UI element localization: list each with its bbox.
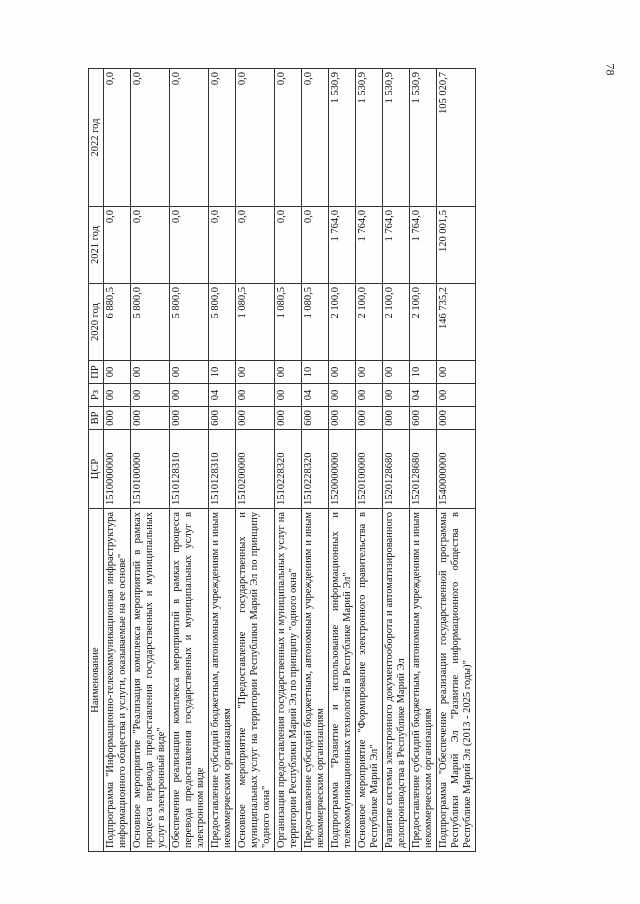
cell-2022: 0,0 (170, 69, 209, 207)
cell-pr: 00 (236, 361, 275, 384)
cell-vr: 600 (209, 407, 236, 430)
cell-csr: 1510000000 (104, 430, 131, 509)
cell-csr: 1520128680 (383, 430, 410, 509)
cell-name: Основное мероприятие "Предоставление государственных и муниципальных услуг на территории Республики Марий Эл по принципу "одного окна" (236, 509, 275, 852)
cell-rz: 00 (275, 384, 302, 407)
header-name: Наименование (89, 509, 104, 852)
cell-rz: 00 (170, 384, 209, 407)
cell-vr: 000 (356, 407, 383, 430)
cell-2022: 0,0 (275, 69, 302, 207)
cell-2021: 0,0 (209, 207, 236, 284)
cell-csr: 1510228320 (275, 430, 302, 509)
table-row (437, 69, 476, 852)
table-row (131, 69, 170, 852)
header-vr: ВР (89, 407, 104, 430)
cell-name: Подпрограмма "Развитие и использование информационных и телекоммуникационных технологий в Республике Марий Эл" (329, 509, 356, 852)
cell-pr: 00 (329, 361, 356, 384)
cell-2020: 6 880,5 (104, 284, 131, 361)
cell-pr: 10 (302, 361, 329, 384)
cell-csr: 1540000000 (437, 430, 476, 509)
cell-vr: 600 (410, 407, 437, 430)
cell-csr: 1520000000 (329, 430, 356, 509)
table-row (209, 69, 236, 852)
cell-csr: 1510100000 (131, 430, 170, 509)
table-header-row (89, 69, 104, 852)
cell-2020: 5 800,0 (131, 284, 170, 361)
cell-2022: 1 530,9 (356, 69, 383, 207)
cell-pr: 00 (104, 361, 131, 384)
cell-csr: 1510128310 (209, 430, 236, 509)
cell-2021: 0,0 (275, 207, 302, 284)
cell-2021: 1 764,0 (356, 207, 383, 284)
cell-rz: 00 (383, 384, 410, 407)
cell-pr: 00 (383, 361, 410, 384)
cell-2020: 146 735,2 (437, 284, 476, 361)
table-row (104, 69, 131, 852)
table-row (236, 69, 275, 852)
cell-2022: 105 020,7 (437, 69, 476, 207)
cell-csr: 1520128680 (410, 430, 437, 509)
cell-vr: 000 (170, 407, 209, 430)
cell-name: Развитие системы электронного документооборота и автоматизированного делопроизводства в Республике Марий Эл (383, 509, 410, 852)
page-number: 78 (603, 63, 618, 76)
cell-2021: 1 764,0 (410, 207, 437, 284)
cell-2021: 0,0 (236, 207, 275, 284)
cell-2020: 2 100,0 (410, 284, 437, 361)
cell-2020: 2 100,0 (383, 284, 410, 361)
cell-vr: 000 (104, 407, 131, 430)
cell-rz: 00 (236, 384, 275, 407)
table-body (104, 69, 476, 852)
cell-2022: 1 530,9 (410, 69, 437, 207)
header-rz: Рз (89, 384, 104, 407)
cell-pr: 00 (356, 361, 383, 384)
cell-csr: 1510200000 (236, 430, 275, 509)
cell-rz: 00 (329, 384, 356, 407)
cell-vr: 600 (302, 407, 329, 430)
cell-pr: 10 (209, 361, 236, 384)
cell-vr: 000 (275, 407, 302, 430)
cell-name: Обеспечение реализации комплекса мероприятий в рамках процесса перевода предоставления государственных и муниципальных услуг в электронном виде (170, 509, 209, 852)
header-csr: ЦСР (89, 430, 104, 509)
cell-2021: 0,0 (170, 207, 209, 284)
cell-2020: 1 080,5 (302, 284, 329, 361)
cell-pr: 00 (131, 361, 170, 384)
header-pr: ПР (89, 361, 104, 384)
cell-vr: 000 (236, 407, 275, 430)
cell-2022: 0,0 (302, 69, 329, 207)
cell-pr: 00 (275, 361, 302, 384)
cell-2020: 2 100,0 (329, 284, 356, 361)
header-2022: 2022 год (89, 69, 104, 207)
cell-pr: 00 (437, 361, 476, 384)
cell-name: Организация предоставления государственных и муниципальных услуг на территории Республики Марий Эл по принципу "одного окна" (275, 509, 302, 852)
cell-2020: 1 080,5 (236, 284, 275, 361)
table-row (302, 69, 329, 852)
cell-rz: 04 (209, 384, 236, 407)
cell-rz: 04 (410, 384, 437, 407)
cell-rz: 00 (104, 384, 131, 407)
cell-2020: 1 080,5 (275, 284, 302, 361)
cell-2021: 0,0 (131, 207, 170, 284)
cell-2021: 120 001,5 (437, 207, 476, 284)
cell-name: Предоставление субсидий бюджетным, автономным учреждениям и иным некоммерческим организациям (410, 509, 437, 852)
cell-vr: 000 (131, 407, 170, 430)
cell-2021: 1 764,0 (329, 207, 356, 284)
table-row (329, 69, 356, 852)
cell-vr: 000 (437, 407, 476, 430)
cell-2021: 0,0 (302, 207, 329, 284)
cell-pr: 00 (170, 361, 209, 384)
cell-name: Подпрограмма "Информационно-телекоммуникационная инфраструктура информационного общества и услуги, оказываемые на ее основе" (104, 509, 131, 852)
table-row (275, 69, 302, 852)
cell-2022: 0,0 (209, 69, 236, 207)
cell-name: Основное мероприятие "Формирование электронного правительства в Республике Марий Эл" (356, 509, 383, 852)
budget-table (88, 68, 476, 852)
table-row (170, 69, 209, 852)
cell-name: Основное мероприятие "Реализация комплекса мероприятий в рамках процесса перевода предоставления государственных и муниципальных услуг в электронный виде" (131, 509, 170, 852)
cell-2020: 2 100,0 (356, 284, 383, 361)
header-2020: 2020 год (89, 284, 104, 361)
cell-2020: 5 800,0 (170, 284, 209, 361)
cell-name: Предоставление субсидий бюджетным, автономным учреждениям и иным некоммерческим организациям (209, 509, 236, 852)
cell-2022: 1 530,9 (383, 69, 410, 207)
cell-vr: 000 (329, 407, 356, 430)
table-row (356, 69, 383, 852)
cell-name: Подпрограмма "Обеспечение реализации государственной программы Республики Марий Эл "Развитие информационного общества в Республике Марий Эл (2013 - 2025 годы)" (437, 509, 476, 852)
cell-csr: 1520100000 (356, 430, 383, 509)
cell-csr: 1510128310 (170, 430, 209, 509)
cell-2021: 0,0 (104, 207, 131, 284)
cell-pr: 10 (410, 361, 437, 384)
cell-2022: 0,0 (104, 69, 131, 207)
header-2021: 2021 год (89, 207, 104, 284)
cell-rz: 00 (356, 384, 383, 407)
cell-2022: 0,0 (131, 69, 170, 207)
cell-2022: 1 530,9 (329, 69, 356, 207)
table-row (383, 69, 410, 852)
rotated-table-container (88, 68, 544, 852)
cell-2022: 0,0 (236, 69, 275, 207)
cell-csr: 1510228320 (302, 430, 329, 509)
cell-rz: 00 (131, 384, 170, 407)
cell-2020: 5 800,0 (209, 284, 236, 361)
cell-rz: 04 (302, 384, 329, 407)
cell-2021: 1 764,0 (383, 207, 410, 284)
cell-rz: 00 (437, 384, 476, 407)
cell-vr: 000 (383, 407, 410, 430)
cell-name: Предоставление субсидий бюджетным, автономным учреждениям и иным некоммерческим организациям (302, 509, 329, 852)
table-row (410, 69, 437, 852)
